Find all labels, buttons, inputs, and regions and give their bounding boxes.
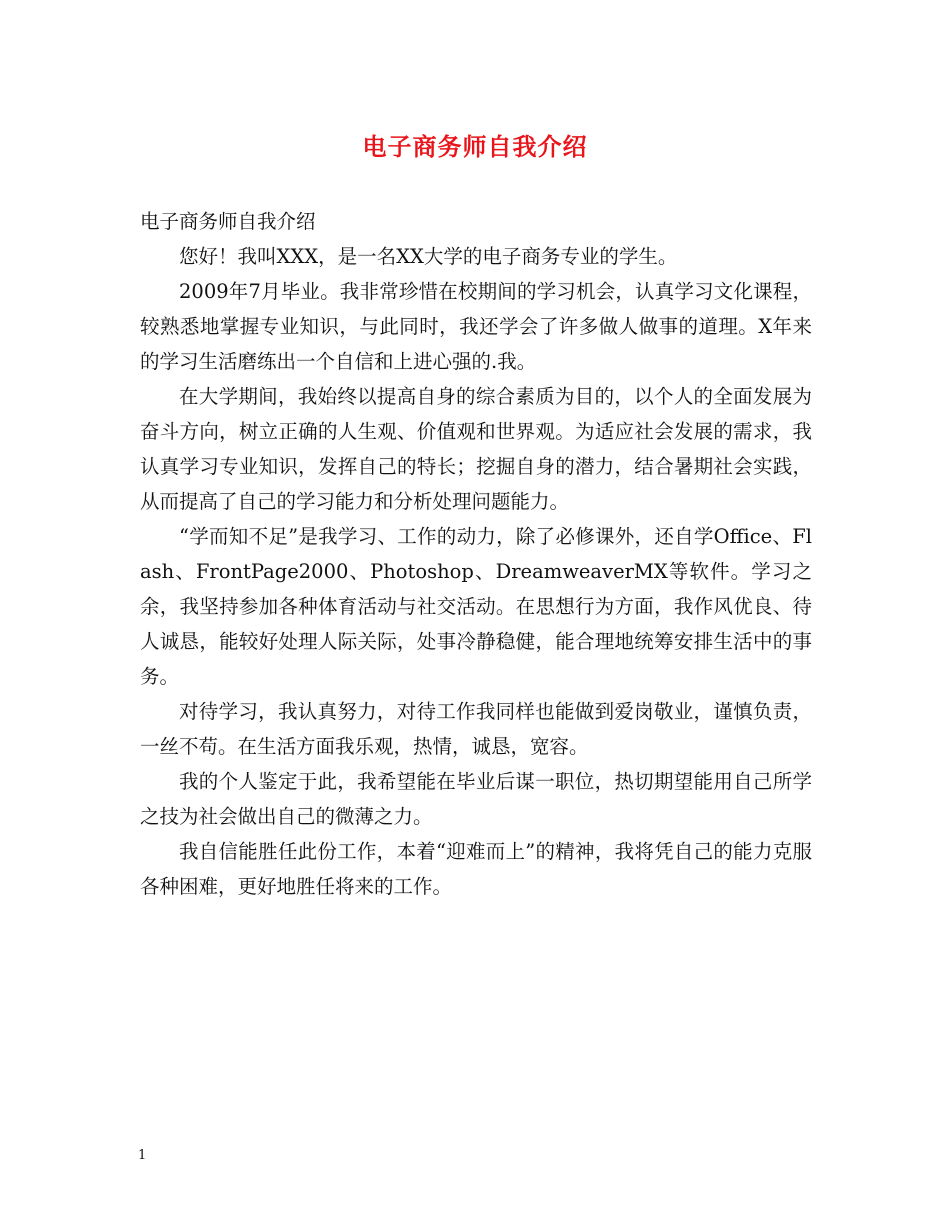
paragraph-attitude: 对待学习，我认真努力，对待工作我同样也能做到爱岗敬业，谨慎负责，一丝不苟。在生活方面我乐观，热情，诚恳，宽容。 [140,700,812,758]
paragraph-graduation: 2009年7月毕业。我非常珍惜在校期间的学习机会，认真学习文化课程，较熟悉地掌握专业知识，与此同时，我还学会了许多做人做事的道理。X年来的学习生活磨练出一个自信和上进心强的.我。 [140,280,812,373]
document-title: 电子商务师自我介绍 [362,132,588,161]
paragraph-skills: “学而知不足”是我学习、工作的动力，除了必修课外，还自学Office、Flash、FrontPage2000、Photoshop、DreamweaverMX等软件。学习之余，我坚持参加各种体育活动与社交活动。在思想行为方面，我作风优良、待人诚恳，能较好处理人际关际，处事冷静稳健，能合理地统筹安排生活中的事务。 [140,525,812,688]
paragraph-greeting: 您好！我叫XXX，是一名XX大学的电子商务专业的学生。 [179,245,678,268]
paragraph-self-evaluation: 我的个人鉴定于此，我希望能在毕业后谋一职位，热切期望能用自己所学之技为社会做出自己的微薄之力。 [140,770,812,828]
body-heading: 电子商务师自我介绍 [140,210,316,233]
paragraph-closing: 我自信能胜任此份工作，本着“迎难而上”的精神，我将凭自己的能力克服各种困难，更好地胜任将来的工作。 [140,840,812,898]
page-number: 1 [138,1148,147,1163]
paragraph-university: 在大学期间，我始终以提高自身的综合素质为目的，以个人的全面发展为奋斗方向，树立正确的人生观、价值观和世界观。为适应社会发展的需求，我认真学习专业知识，发挥自己的特长；挖掘自身的潜力，结合暑期社会实践，从而提高了自己的学习能力和分析处理问题能力。 [140,385,812,513]
document-body [140,204,812,904]
